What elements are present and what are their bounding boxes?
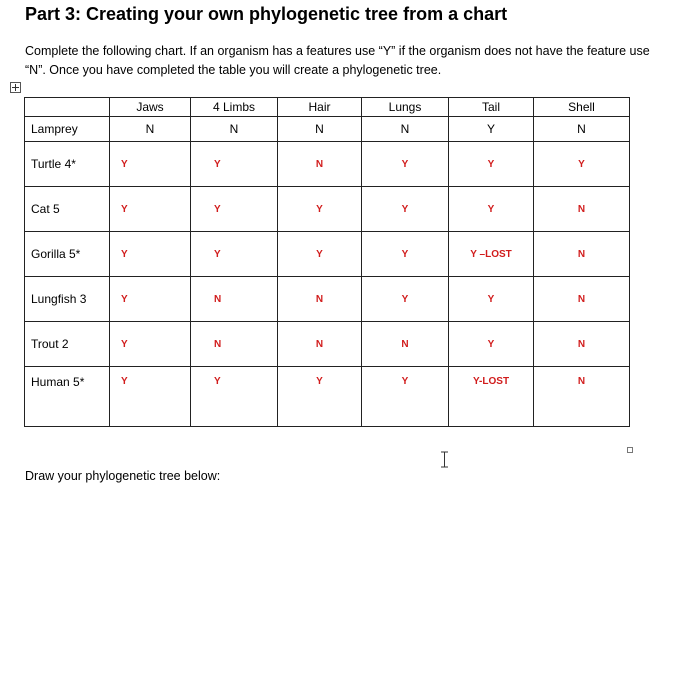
feature-cell[interactable]: Y (449, 277, 534, 322)
feature-cell[interactable]: Y (449, 322, 534, 367)
feature-cell[interactable]: Y (110, 367, 191, 427)
page-title: Part 3: Creating your own phylogenetic tree from a chart (25, 4, 508, 24)
feature-cell[interactable]: N (362, 322, 449, 367)
feature-cell[interactable]: N (110, 117, 191, 142)
text-cursor-icon (440, 451, 449, 468)
feature-cell[interactable]: Y (449, 187, 534, 232)
feature-cell[interactable]: Y (110, 277, 191, 322)
organism-cell[interactable]: Trout 2 (25, 322, 110, 367)
feature-cell[interactable]: N (278, 117, 362, 142)
feature-cell[interactable]: Y (449, 117, 534, 142)
feature-cell[interactable]: N (191, 322, 278, 367)
table-row (25, 142, 630, 187)
table-row (25, 187, 630, 232)
feature-chart (24, 97, 630, 427)
feature-cell[interactable]: N (278, 277, 362, 322)
header-cell[interactable] (25, 98, 110, 117)
feature-cell[interactable]: Y (362, 277, 449, 322)
organism-cell[interactable]: Human 5* (25, 367, 110, 427)
feature-cell[interactable]: Y (110, 142, 191, 187)
feature-cell[interactable]: Y (278, 367, 362, 427)
feature-cell[interactable]: Y (362, 232, 449, 277)
feature-cell[interactable]: Y (110, 232, 191, 277)
organism-cell[interactable]: Cat 5 (25, 187, 110, 232)
table-move-handle-icon[interactable] (10, 82, 21, 93)
table-row (25, 117, 630, 142)
feature-cell[interactable]: Y (362, 187, 449, 232)
feature-cell[interactable]: N (534, 367, 630, 427)
organism-cell[interactable]: Gorilla 5* (25, 232, 110, 277)
table-row (25, 367, 630, 427)
feature-cell[interactable]: N (534, 187, 630, 232)
feature-cell[interactable]: Y-LOST (449, 367, 534, 427)
feature-cell[interactable]: N (362, 117, 449, 142)
draw-tree-label: Draw your phylogenetic tree below: (25, 469, 221, 483)
feature-cell[interactable]: N (191, 277, 278, 322)
feature-cell[interactable]: Y (362, 142, 449, 187)
header-cell[interactable]: Jaws (110, 98, 191, 117)
feature-cell[interactable]: N (534, 322, 630, 367)
header-cell[interactable]: Tail (449, 98, 534, 117)
feature-cell[interactable]: Y (191, 367, 278, 427)
feature-cell[interactable]: Y (110, 322, 191, 367)
header-cell[interactable]: Shell (534, 98, 630, 117)
table-row (25, 277, 630, 322)
feature-cell[interactable]: N (278, 322, 362, 367)
feature-cell[interactable]: Y (278, 187, 362, 232)
feature-cell[interactable]: N (534, 117, 630, 142)
feature-cell[interactable]: Y (191, 187, 278, 232)
header-cell[interactable]: 4 Limbs (191, 98, 278, 117)
organism-cell[interactable]: Lamprey (25, 117, 110, 142)
table-row (25, 322, 630, 367)
feature-cell[interactable]: Y (191, 232, 278, 277)
instructions-text: Complete the following chart. If an organism has a features use “Y” if the organism does not have the feature use “N”. Once you have completed the table you will create a phylogenetic tree. (25, 44, 650, 77)
organism-cell[interactable]: Lungfish 3 (25, 277, 110, 322)
header-row (25, 98, 630, 117)
feature-cell[interactable]: Y (278, 232, 362, 277)
table-row (25, 232, 630, 277)
feature-cell[interactable]: Y (449, 142, 534, 187)
feature-cell[interactable]: N (191, 117, 278, 142)
feature-cell[interactable]: N (278, 142, 362, 187)
organism-cell[interactable]: Turtle 4* (25, 142, 110, 187)
feature-cell[interactable]: Y (110, 187, 191, 232)
header-cell[interactable]: Lungs (362, 98, 449, 117)
feature-cell[interactable]: N (534, 232, 630, 277)
feature-cell[interactable]: N (534, 277, 630, 322)
feature-cell[interactable]: Y (362, 367, 449, 427)
table-resize-handle-icon[interactable] (627, 447, 633, 453)
feature-cell[interactable]: Y –LOST (449, 232, 534, 277)
feature-cell[interactable]: Y (191, 142, 278, 187)
header-cell[interactable]: Hair (278, 98, 362, 117)
feature-cell[interactable]: Y (534, 142, 630, 187)
